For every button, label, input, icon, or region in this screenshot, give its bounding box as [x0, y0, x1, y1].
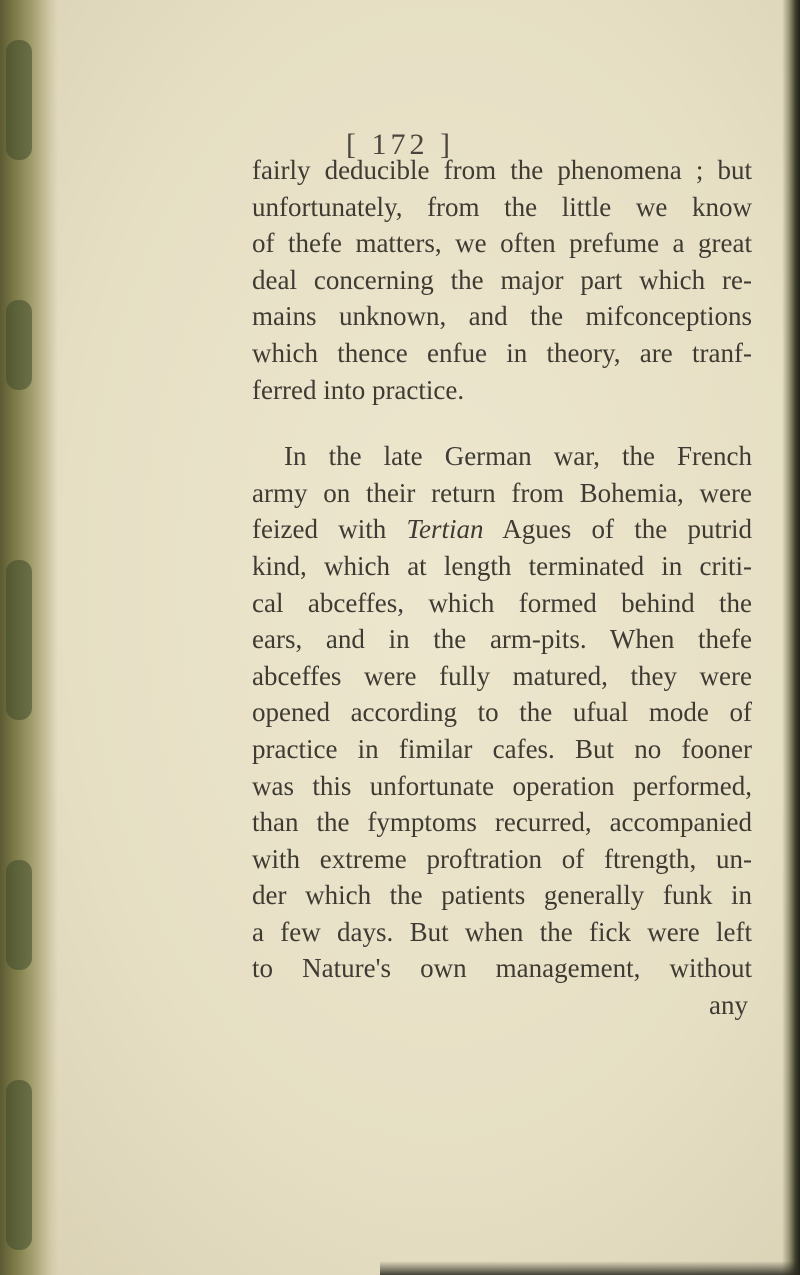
page-fore-edge: [782, 0, 800, 1275]
text-line: kind, which at length terminated in criti-: [252, 550, 752, 581]
text-line: In the late German war, the French: [284, 441, 752, 472]
text-line: which thence enfue in theory, are tranf-: [252, 337, 752, 368]
text-line: opened according to the ufual mode of: [252, 697, 752, 728]
binding-stain: [6, 300, 32, 390]
text-line: abceffes were fully matured, they were: [252, 660, 752, 691]
text-line: deal concerning the major part which re-: [252, 264, 752, 295]
binding-stain: [6, 1080, 32, 1250]
text-line: with extreme proftration of ftrength, un-: [252, 843, 752, 874]
page-number-header: [ 172 ]: [346, 128, 454, 161]
text-line: der which the patients generally funk in: [252, 880, 752, 911]
text-line: to Nature's own management, without: [252, 953, 752, 984]
italic-term: Tertian: [406, 514, 484, 545]
text-line: practice in fimilar cafes. But no fooner: [252, 733, 752, 764]
binding-stain: [6, 560, 32, 720]
page-binding-edge: [0, 0, 58, 1275]
text-line: army on their return from Bohemia, were: [252, 477, 752, 508]
text-line: cal abceffes, which formed behind the: [252, 587, 752, 618]
text-line: a few days. But when the fick were left: [252, 916, 752, 947]
body-text: [252, 152, 752, 1024]
text-line: mains unknown, and the mifconceptions: [252, 301, 752, 332]
binding-stain: [6, 860, 32, 970]
text-fragment: Agues of the putrid: [483, 514, 752, 545]
text-line: was this unfortunate operation performed,: [252, 770, 752, 801]
paragraph-gap: [252, 408, 752, 438]
catchword: any: [709, 990, 748, 1021]
page-bottom-shadow: [380, 1261, 800, 1275]
text-line: ferred into practice.: [252, 374, 465, 405]
text-line: fairly deducible from the phenomena ; but: [252, 155, 752, 185]
text-line: of thefe matters, we often prefume a great: [252, 228, 752, 259]
text-line: ears, and in the arm-pits. When thefe: [252, 624, 752, 655]
text-line: [252, 511, 752, 548]
text-fragment: feized with: [252, 514, 407, 545]
text-line: than the fymptoms recurred, accompanied: [252, 807, 752, 838]
text-line: unfortunately, from the little we know: [252, 191, 752, 222]
